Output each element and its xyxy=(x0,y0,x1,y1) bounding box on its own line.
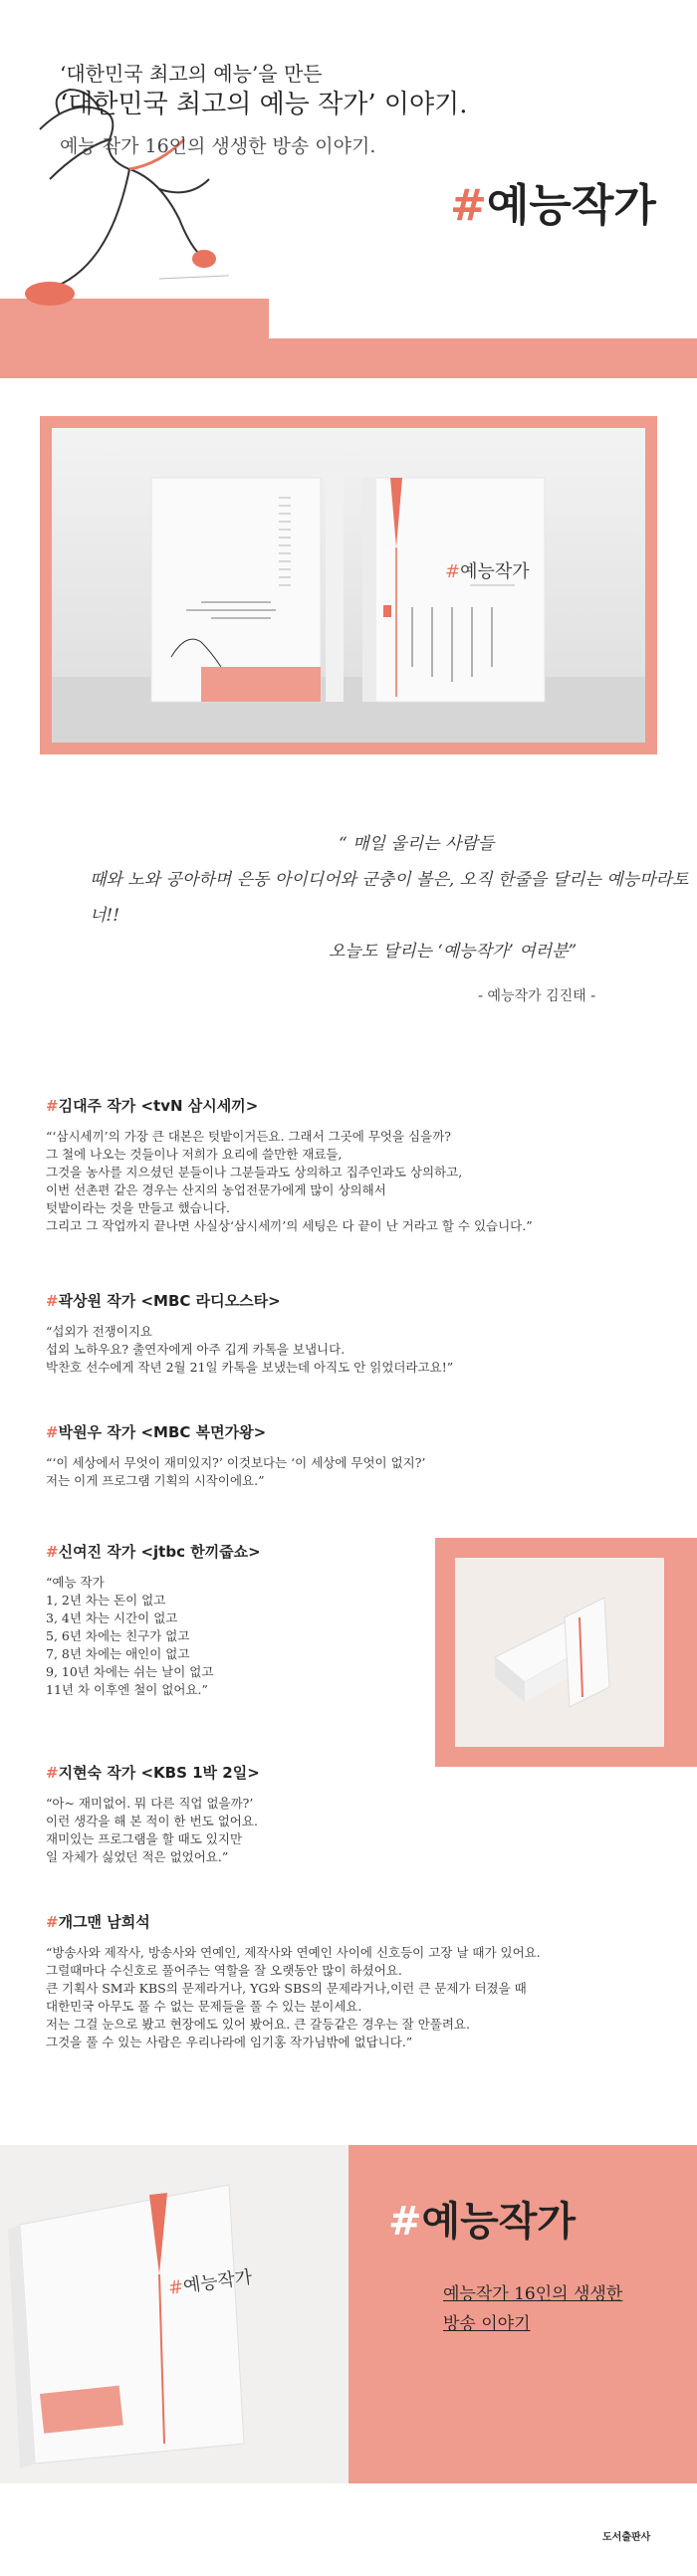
book-mockup-image xyxy=(52,428,645,743)
entry-body: “‘이 세상에서 무엇이 재미있지?’ 이것보다는 ‘이 세상에 무엇이 없지?’ 저는 이게 프로그램 기획의 시작이에요.” xyxy=(46,1455,426,1488)
entry-shin-yeojin xyxy=(46,1541,261,1699)
hash-mark: # xyxy=(46,1292,59,1310)
bottom-cover-title-text: 예능작가 xyxy=(181,2266,254,2297)
hero-headline-line1: ‘대한민국 최고의 예능’을 만든 xyxy=(60,62,323,86)
hash-mark: # xyxy=(46,1543,59,1561)
hash-mark: # xyxy=(388,2199,422,2245)
bottom-book-photo xyxy=(0,2145,348,2483)
entry-title-text: 개그맨 남희석 xyxy=(58,1913,150,1931)
book-box-photo xyxy=(455,1558,664,1747)
featured-quote xyxy=(0,826,697,969)
entry-title xyxy=(46,1541,261,1562)
entry-body: “예능 작가 1, 2년 차는 돈이 없고 3, 4년 차는 시간이 없고 5, 6년 차에는 친구가 없고 7, 8년 차에는 애인이 없고 9, 10년 차에는 쉬는 날이 없고 11년 차 이후엔 철이 없어요.” xyxy=(46,1575,214,1697)
hero-section xyxy=(0,0,697,378)
hero-headline-line2: ‘대한민국 최고의 예능 작가’ 이야기. xyxy=(60,90,468,119)
entry-title xyxy=(46,1290,453,1311)
entry-title-text: 김대주 작가 <tvN 삼시세끼> xyxy=(58,1097,259,1115)
entry-ji-hyunsook xyxy=(46,1762,260,1866)
entry-title xyxy=(46,1421,425,1442)
entry-park-wonwoo xyxy=(46,1421,425,1490)
bottom-subtitle-line2: 방송 이야기 xyxy=(443,2314,531,2334)
bottom-title-text: 예능작가 xyxy=(421,2199,577,2245)
entry-body: “아~ 재미없어. 뭐 다른 직업 없을까?’ 이런 생각을 해 본 적이 한 번도 없어요. 재미있는 프로그램을 할 때도 있지만 일 자체가 싫었던 적은 없었어요.” xyxy=(46,1796,258,1864)
entry-body: “‘삼시세끼’의 가장 큰 대본은 텃밭이거든요. 그래서 그곳에 무엇을 심을까? 그 철에 나오는 것들이나 저희가 요리에 쓸만한 재료들, 그것을 농사를 지으셨던 분들이나 그분들과도 상의하고 집주인과도 상의하고, 이번 선촌편 같은 경우는 산지의 농업전문가에게 많이 상의해서 텃밭이라는 것을 만들고 했습니다. 그리고 그 작업까지 끝나면 사실상‘삼시세끼’의 세팅은 다 끝이 난 거라고 할 수 있습니다.” xyxy=(46,1129,533,1233)
cover-title: 예능작가 xyxy=(460,561,530,582)
book-set-image xyxy=(455,1558,664,1747)
bottom-subtitle-line1: 예능작가 16인의 생생한 xyxy=(443,2284,623,2304)
entry-title xyxy=(46,1911,541,1932)
entry-title-text: 곽상원 작가 <MBC 라디오스타> xyxy=(58,1292,281,1310)
bottom-cover-hash: # xyxy=(166,2276,185,2299)
bottom-subtitle xyxy=(443,2279,622,2339)
hash-mark: # xyxy=(46,1423,59,1441)
entry-body: “섭외가 전쟁이지요 섭외 노하우요? 출연자에게 아주 깁게 카톡을 보냅니다. 박찬호 선수에게 작년 2월 21일 카톡을 보냈는데 아직도 안 읽었더라고요!” xyxy=(46,1324,454,1375)
book-photo xyxy=(52,428,645,743)
bottom-title xyxy=(388,2190,576,2247)
hash-mark: # xyxy=(450,180,487,231)
entry-kim-daeju xyxy=(46,1095,533,1235)
hash-mark: # xyxy=(46,1913,59,1931)
entry-title xyxy=(46,1762,260,1783)
book-standing-image xyxy=(0,2145,348,2483)
cover-hash: # xyxy=(445,561,461,582)
entry-nam-heeseok xyxy=(46,1911,541,2051)
quote-line2: 때와 노와 공아하며 은동 아이디어와 군충이 볼은, 오직 한줄을 달리는 예능마라토너!! xyxy=(90,870,689,926)
publisher-logo: 도서출판사 xyxy=(602,2532,651,2543)
hero-band-cutout xyxy=(269,299,697,338)
hash-mark: # xyxy=(46,1764,59,1782)
book-box-photo-frame xyxy=(435,1538,697,1767)
entry-title xyxy=(46,1095,533,1116)
entry-title-text: 박원우 작가 <MBC 복면가왕> xyxy=(58,1423,267,1441)
hero-title-text: 예능작가 xyxy=(486,180,656,231)
quote-line1: “ 매일 울리는 사람들 xyxy=(339,834,495,854)
hash-mark: # xyxy=(46,1097,59,1115)
entry-body: “방송사와 제작사, 방송사와 연예인, 제작사와 연예인 사이에 신호등이 고장 날 때가 있어요. 그럴때마다 수신호로 풀어주는 역할을 잘 오랫동안 많이 하셨어요. 큰 기획사 SM과 KBS의 문제라거나, YG와 SBS의 문제라거나,이런 큰 문제가 터졌을 때 대한민국 아무도 풀 수 없는 문제들을 풀 수 있는 분이세요. 저는 그걸 눈으로 봤고 현장에도 있어 봤어요. 큰 갈등같은 경우는 잘 안풀려요. 그것을 풀 수 있는 사람은 우리나라에 임기홍 작가님밖에 없답니다.” xyxy=(46,1945,541,2049)
quote-attribution: - 예능작가 김진태 - xyxy=(478,988,596,1004)
entry-title-text: 지현숙 작가 <KBS 1박 2일> xyxy=(58,1764,260,1782)
bottom-banner xyxy=(0,2145,697,2483)
hero-subtitle: 예능 작가 16인의 생생한 방송 이야기. xyxy=(60,135,376,157)
hero-title xyxy=(450,169,656,233)
book-photo-frame xyxy=(40,416,657,754)
entry-kwak-sangwon xyxy=(46,1290,453,1377)
entry-title-text: 신여진 작가 <jtbc 한끼줍쇼> xyxy=(58,1543,261,1561)
cover-title-text xyxy=(445,561,530,582)
quote-line3: 오늘도 달리는 ‘예능작가’ 여러분” xyxy=(329,942,578,962)
